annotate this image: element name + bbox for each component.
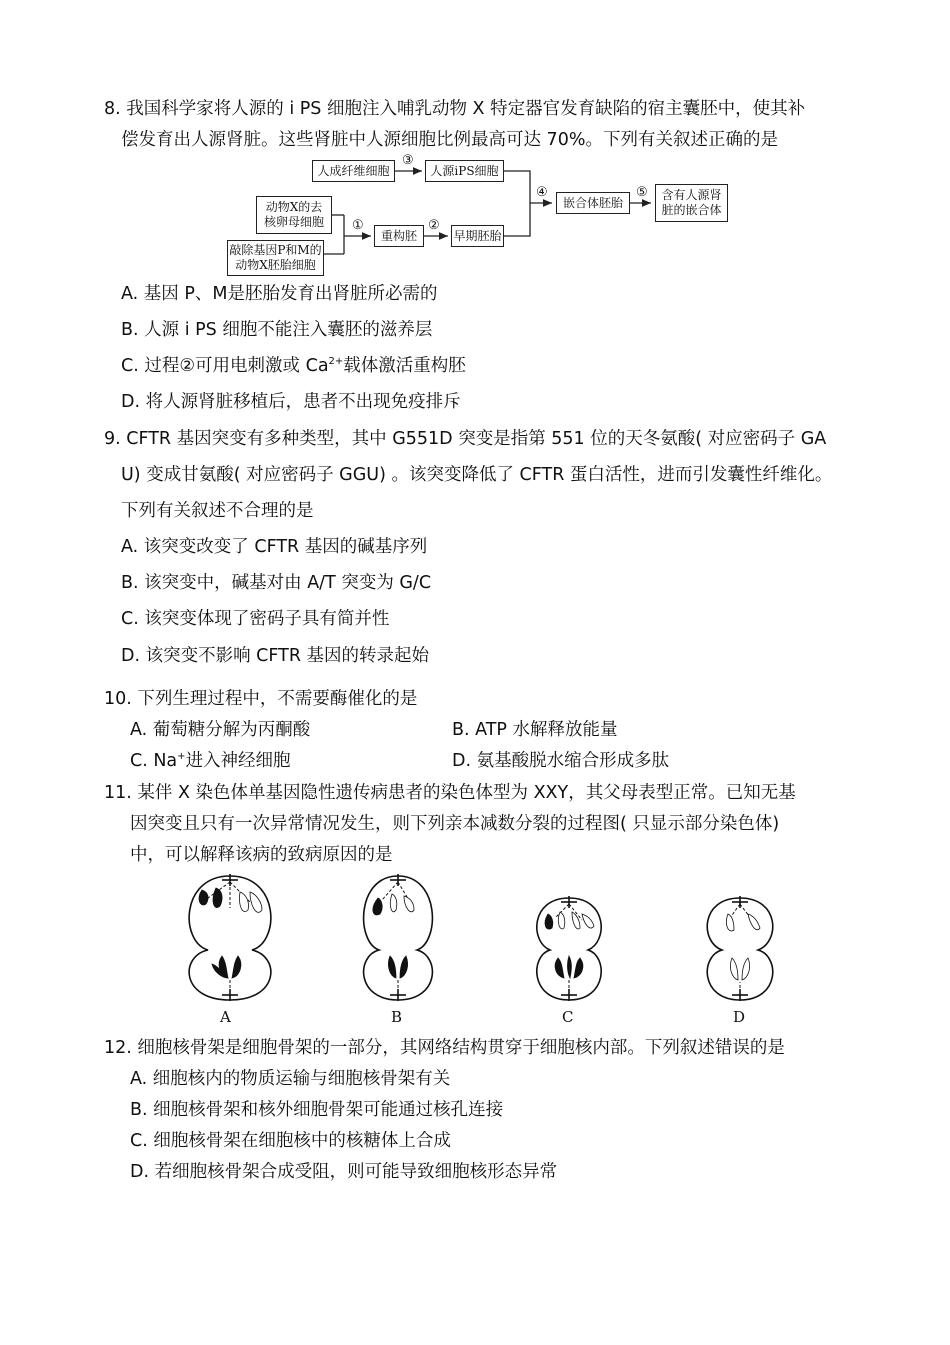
q9-option-a: A. 该突变改变了 CFTR 基因的碱基序列 — [121, 537, 428, 557]
box-knockout-embryo-cells: 敲除基因P和M的 动物X胚胎细胞 — [227, 240, 324, 276]
step5-label: ⑤ — [636, 185, 648, 200]
q10-option-b: B. ATP 水解释放能量 — [452, 720, 618, 740]
q9-stem-line1: 9. CFTR 基因突变有多种类型，其中 G551D 突变是指第 551 位的天冬氨酸( 对应密码子 GA — [104, 429, 827, 449]
cell-d-outline — [707, 898, 772, 1000]
q9-option-b: B. 该突变中，碱基对由 A/T 突变为 G/C — [121, 573, 432, 593]
figure-label-b: B — [391, 1008, 403, 1026]
q9-stem-line2: U) 变成甘氨酸( 对应密码子 GGU) 。该突变降低了 CFTR 蛋白活性，进而引发囊性纤维化。 — [121, 465, 833, 485]
step4-label: ④ — [536, 185, 548, 200]
figure-label-a: A — [220, 1008, 231, 1026]
q8-option-c-tail: 载体激活重构胚 — [343, 356, 466, 376]
box-chimera-embryo: 嵌合体胚胎 — [556, 192, 630, 214]
q8-stem-line2: 偿发育出人源肾脏。这些肾脏中人源细胞比例最高可达 70%。下列有关叙述正确的是 — [121, 130, 778, 150]
q9-stem-line3: 下列有关叙述不合理的是 — [121, 501, 314, 521]
box-human-ips: 人源iPS细胞 — [425, 160, 504, 182]
box-chimera-with-kidney: 含有人源肾 脏的嵌合体 — [655, 184, 728, 222]
q8-option-b: B. 人源 i PS 细胞不能注入囊胚的滋养层 — [121, 320, 433, 340]
q12-stem: 12. 细胞核骨架是细胞骨架的一部分，其网络结构贯穿于细胞核内部。下列叙述错误的是 — [104, 1038, 785, 1058]
box-enucleated-oocyte: 动物X的去 核卵母细胞 — [256, 196, 332, 234]
q8-option-c-text: C. 过程②可用电刺激或 Ca — [121, 356, 329, 376]
q12-option-d: D. 若细胞核骨架合成受阻，则可能导致细胞核形态异常 — [130, 1162, 558, 1182]
q8-option-c-sup: 2+ — [328, 356, 344, 367]
step1-label: ① — [352, 218, 364, 233]
step3-label: ③ — [402, 153, 414, 168]
q12-option-a: A. 细胞核内的物质运输与细胞核骨架有关 — [130, 1069, 451, 1089]
q9-option-d: D. 该突变不影响 CFTR 基因的转录起始 — [121, 646, 430, 666]
q9-option-c: C. 该突变体现了密码子具有简并性 — [121, 609, 390, 629]
figure-label-d: D — [733, 1008, 746, 1026]
q10-option-a: A. 葡萄糖分解为丙酮酸 — [130, 720, 311, 740]
q10-option-c-text: C. Na — [130, 751, 178, 771]
box-early-embryo: 早期胚胎 — [451, 225, 504, 247]
q11-stem-line1: 11. 某伴 X 染色体单基因隐性遗传病患者的染色体型为 XXY，其父母表型正常。已知无基 — [104, 783, 796, 803]
q8-option-d: D. 将人源肾脏移植后，患者不出现免疫排斥 — [121, 392, 461, 412]
q10-option-c — [130, 750, 291, 772]
box-human-fibroblast: 人成纤维细胞 — [312, 160, 395, 182]
cell-c-outline — [537, 898, 601, 1000]
step2-label: ② — [428, 218, 440, 233]
q11-stem-line2: 因突变且只有一次异常情况发生，则下列亲本减数分裂的过程图( 只显示部分染色体) — [130, 814, 780, 834]
q10-option-c-tail: 进入神经细胞 — [185, 751, 291, 771]
meiosis-figures — [0, 868, 950, 1028]
figure-label-c: C — [562, 1008, 574, 1026]
q8-stem-line1: 8. 我国科学家将人源的 i PS 细胞注入哺乳动物 X 特定器官发育缺陷的宿主囊胚中，使其补 — [104, 99, 806, 119]
q10-option-c-sup: + — [177, 751, 186, 762]
q12-option-c: C. 细胞核骨架在细胞核中的核糖体上合成 — [130, 1131, 451, 1151]
q10-stem: 10. 下列生理过程中，不需要酶催化的是 — [104, 689, 418, 709]
q12-option-b: B. 细胞核骨架和核外细胞骨架可能通过核孔连接 — [130, 1100, 504, 1120]
q11-stem-line3: 中，可以解释该病的致病原因的是 — [130, 845, 393, 865]
q8-option-c — [121, 355, 466, 377]
q10-option-d: D. 氨基酸脱水缩合形成多肽 — [452, 751, 670, 771]
box-reconstructed-embryo: 重构胚 — [374, 225, 424, 247]
q8-option-a: A. 基因 P、M是胚胎发育出肾脏所必需的 — [121, 284, 438, 304]
